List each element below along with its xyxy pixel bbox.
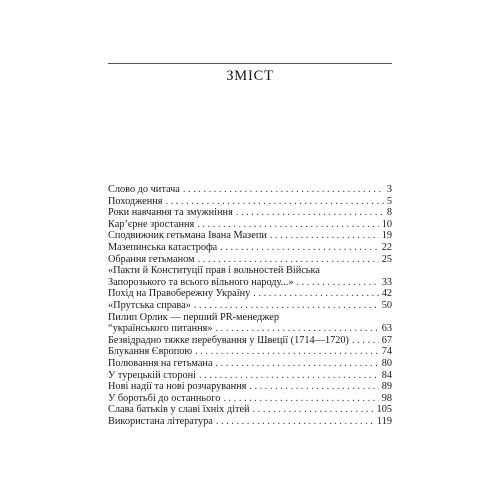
toc-entry-title: Роки навчання та змужніння: [108, 207, 233, 219]
dot-leader: [220, 242, 378, 254]
dot-leader: [165, 196, 383, 208]
toc-entry-title: У боротьбі до останнього: [108, 392, 221, 404]
toc-entry-title: Використана література: [108, 415, 213, 427]
dot-leader: [352, 335, 379, 347]
toc-entry-row: [108, 393, 392, 405]
toc-entry-title: Слово до читача: [108, 184, 180, 195]
dot-leader: [297, 277, 379, 289]
toc-entry-row: [108, 254, 392, 266]
toc-entry-title: Безвiдрадно тяжке перебування у Швеції (1714—1720): [108, 334, 349, 346]
toc-entry: [108, 416, 392, 428]
toc-entry-page-number: 67: [381, 334, 392, 346]
toc-entry-title: Слава батьків у славі їхніх дітей: [108, 404, 250, 416]
toc-entry-page-number: 10: [381, 218, 392, 230]
dot-leader: [223, 393, 378, 405]
toc-entry: [108, 370, 392, 382]
toc-entry-page-number: 22: [381, 241, 392, 253]
toc-entry: [108, 230, 392, 242]
toc-entry-title: Нові надії та нові розчарування: [108, 381, 247, 393]
toc-entry-row: [108, 381, 392, 393]
toc-entry-title-line: Пилип Орлик — перший PR-менеджер: [108, 311, 279, 323]
toc-entry-title: Блукання Європою: [108, 346, 193, 358]
table-of-contents: [108, 184, 392, 427]
toc-entry-page-number: 98: [381, 392, 392, 404]
top-rule: [108, 63, 392, 64]
dot-leader: [198, 254, 379, 266]
toc-entry-title: Сподвижник гетьмана Івана Мазепи: [108, 230, 267, 242]
toc-entry-page-number: 50: [381, 299, 392, 311]
toc-entry: [108, 265, 392, 288]
toc-entry-page-number: 63: [381, 323, 392, 335]
toc-entry-title: Похід на Правобережну Україну: [108, 288, 251, 300]
toc-entry: [108, 312, 392, 335]
dot-leader: [253, 288, 378, 300]
toc-entry-page-number: 119: [376, 415, 392, 427]
toc-entry-row: [108, 207, 392, 219]
toc-entry-row: [108, 416, 392, 428]
toc-entry-row: [108, 346, 392, 358]
toc-entry-row: [108, 288, 392, 300]
toc-entry: [108, 393, 392, 405]
dot-leader: [236, 207, 384, 219]
toc-entry-row: [108, 335, 392, 347]
toc-entry: [108, 381, 392, 393]
toc-entry-page-number: 42: [381, 288, 392, 300]
toc-entry-title: Запорозького та всього вільного народу...»: [108, 276, 294, 288]
toc-entry-page-number: 5: [386, 195, 392, 207]
dot-leader: [216, 416, 374, 428]
toc-entry-title: “українського питання»: [108, 323, 213, 335]
toc-entry: [108, 196, 392, 208]
toc-entry: [108, 404, 392, 416]
dot-leader: [216, 323, 379, 335]
toc-entry-row: [108, 370, 392, 382]
toc-entry: [108, 335, 392, 347]
toc-entry: [108, 288, 392, 300]
toc-entry: [108, 219, 392, 231]
toc-entry: [108, 358, 392, 370]
toc-entry-title: «Прутська справа»: [108, 299, 191, 311]
toc-entry-row: [108, 300, 392, 312]
dot-leader: [270, 230, 379, 242]
toc-entry-row: [108, 219, 392, 231]
toc-entry-row: [108, 184, 392, 196]
toc-entry-row: [108, 323, 392, 335]
toc-entry-title-line: «Пакти й Конституції прав і вольностей Війська: [108, 265, 320, 277]
toc-entry-page-number: 105: [376, 404, 392, 416]
toc-entry-page-number: 3: [386, 184, 392, 195]
toc-entry-title: Походження: [108, 195, 163, 207]
toc-entry-page-number: 33: [381, 276, 392, 288]
toc-entry-title: Обрання гетьманом: [108, 253, 195, 265]
toc-entry-page-number: 74: [381, 346, 392, 358]
dot-leader: [183, 184, 384, 196]
dot-leader: [216, 358, 379, 370]
dot-leader: [253, 404, 374, 416]
toc-entry-title: Мазепинська катастрофа: [108, 241, 218, 253]
toc-entry-row: [108, 242, 392, 254]
toc-entry: [108, 242, 392, 254]
toc-entry-row: [108, 404, 392, 416]
toc-entry-row: [108, 230, 392, 242]
toc-entry: [108, 346, 392, 358]
toc-entry-page-number: 8: [386, 207, 392, 219]
toc-entry: [108, 254, 392, 266]
toc-entry-page-number: 19: [381, 230, 392, 242]
toc-entry: [108, 300, 392, 312]
toc-entry-page-number: 80: [381, 357, 392, 369]
dot-leader: [195, 346, 379, 358]
toc-entry-title: Полювання на гетьмана: [108, 357, 213, 369]
dot-leader: [249, 381, 378, 393]
toc-entry-page-number: 89: [381, 381, 392, 393]
toc-entry: [108, 207, 392, 219]
toc-entry-page-number: 84: [381, 369, 392, 381]
toc-entry-row: [108, 196, 392, 208]
toc-entry-row: [108, 358, 392, 370]
toc-entry-title: У турецькій стороні: [108, 369, 197, 381]
toc-entry-page-number: 25: [381, 253, 392, 265]
dot-leader: [194, 300, 379, 312]
toc-entry-row: [108, 277, 392, 289]
contents-heading: ЗМІСТ: [226, 68, 274, 84]
dot-leader: [197, 219, 378, 231]
toc-entry: [108, 184, 392, 196]
dot-leader: [199, 370, 379, 382]
toc-entry-title: Кар’єрне зростання: [108, 218, 195, 230]
